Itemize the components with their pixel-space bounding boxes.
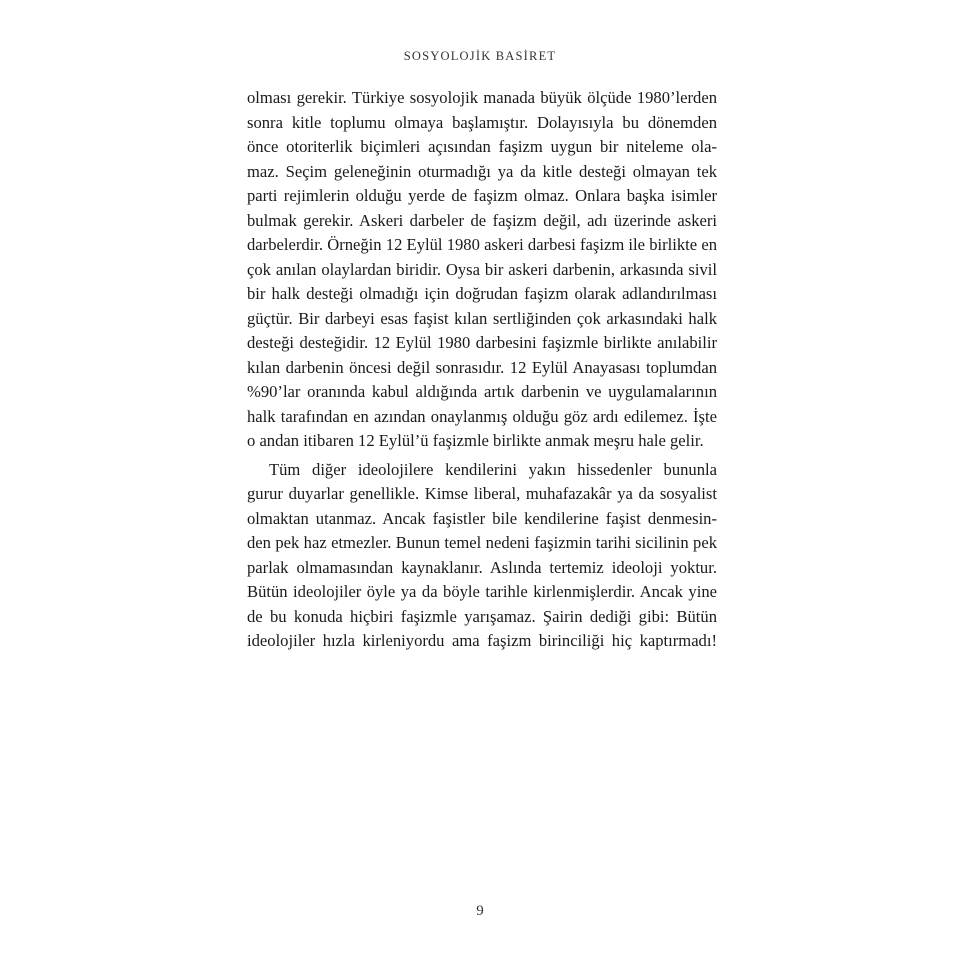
text-line: Bütün ideolojiler öyle ya da böyle tarihle kirlenmişlerdir. Ancak yine [247,582,717,601]
text-line: parti rejimlerin olduğu yerde de faşizm olmaz. Onlara başka isimler [247,186,717,205]
text-line: den pek haz etmezler. Bunun temel nedeni faşizmin tarihi sicilinin pek [247,533,717,552]
paragraph-2 [247,458,717,654]
text-line: de bu konuda hiçbiri faşizmle yarışamaz. Şairin dediği gibi: Bütün [247,606,717,626]
text-line: darbelerdir. Örneğin 12 Eylül 1980 askeri darbesi faşizm ile birlikte en [247,235,717,254]
text-line: sonra kitle toplumu olmaya başlamıştır. Dolayısıyla bu dönemden [247,112,717,132]
text-line: gurur duyarlar genellikle. Kimse liberal, muhafazakâr ya da sosyalist [247,484,717,503]
text-line: olmaktan utanmaz. Ancak faşistler bile kendilerine faşist denmesin- [247,508,717,528]
text-line: çok anılan olaylardan biridir. Oysa bir askeri darbenin, arkasında sivil [247,259,717,279]
running-header: SOSYOLOJİK BASİRET [403,49,557,63]
text-line: bir halk desteği olmadığı için doğrudan faşizm olarak adlandırılması [247,284,717,303]
text-line: kılan darbenin öncesi değil sonrasıdır. 12 Eylül Anayasası toplumdan [247,357,717,377]
text-line: olması gerekir. Türkiye sosyolojik manada büyük ölçüde 1980’lerden [247,88,717,107]
page-number: 9 [476,903,484,919]
text-line: %90’lar oranında kabul aldığında artık darbenin ve uygulamalarının [247,382,717,401]
text-line: ideolojiler hızla kirleniyordu ama faşizm birinciliği hiç kaptırmadı! [247,631,717,650]
text-line: güçtür. Bir darbeyi esas faşist kılan sertliğinden çok arkasındaki halk [247,308,717,328]
text-line: Tüm diğer ideolojilere kendilerini yakın hissedenler bununla [269,459,717,479]
paragraph-1 [247,86,717,454]
text-line: parlak olmamasından kaynaklanır. Aslında tertemiz ideoloji yoktur. [247,557,717,577]
body-text [247,86,717,654]
text-line: desteği desteğidir. 12 Eylül 1980 darbesini faşizmle birlikte anılabilir [247,333,717,352]
text-line: o andan itibaren 12 Eylül’ü faşizmle birlikte anmak meşru hale gelir. [247,431,704,450]
text-line: maz. Seçim geleneğinin oturmadığı ya da kitle desteği olmayan tek [247,161,717,181]
text-line: bulmak gerekir. Askeri darbeler de faşizm değil, adı üzerinde askeri [247,210,717,230]
text-line: halk tarafından en azından onaylanmış olduğu göz ardı edilemez. İşte [247,406,717,426]
text-line: önce otoriterlik biçimleri açısından faşizm uygun bir niteleme ola- [247,137,717,156]
